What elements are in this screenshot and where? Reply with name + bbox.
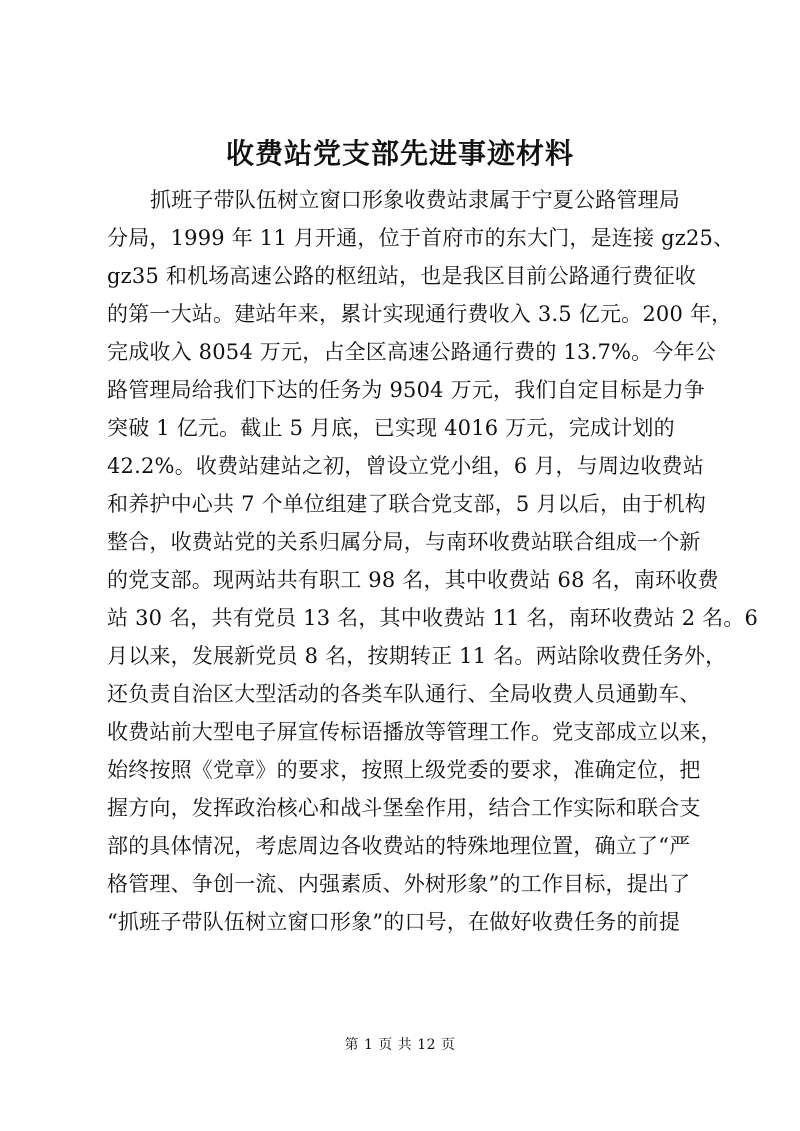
page-title: 收费站党支部先进事迹材料 bbox=[225, 137, 574, 170]
body-line: 抓班子带队伍树立窗口形象收费站隶属于宁夏公路管理局 bbox=[150, 188, 680, 212]
body-line: 收费站前大型电子屏宣传标语播放等管理工作。党支部成立以来， bbox=[107, 720, 722, 744]
body-line: 格管理、争创一流、内强素质、外树形象”的工作目标，提出了 bbox=[107, 872, 691, 896]
body-line: 分局，1999 年 11 月开通，位于首府市的东大门，是连接 gz25、 bbox=[107, 226, 735, 250]
body-line: gz35 和机场高速公路的枢纽站，也是我区目前公路通行费征收 bbox=[107, 264, 696, 288]
body-line: 完成收入 8054 万元，占全区高速公路通行费的 13.7%。今年公 bbox=[107, 340, 716, 364]
body-line: 路管理局给我们下达的任务为 9504 万元，我们自定目标是力争 bbox=[107, 378, 705, 402]
body-line: 握方向，发挥政治核心和战斗堡垒作用，结合工作实际和联合支 bbox=[107, 796, 701, 820]
body-line: 的第一大站。建站年来，累计实现通行费收入 3.5 亿元。200 年， bbox=[107, 302, 733, 326]
body-line: 始终按照《党章》的要求，按照上级党委的要求，准确定位，把 bbox=[107, 758, 701, 782]
page-footer: 第 1 页 共 12 页 bbox=[344, 1037, 456, 1053]
body-line: 月以来，发展新党员 8 名，按期转正 11 名。两站除收费任务外， bbox=[107, 644, 727, 668]
body-line: 突破 1 亿元。截止 5 月底，已实现 4016 万元，完成计划的 bbox=[107, 416, 675, 440]
body-line: 部的具体情况，考虑周边各收费站的特殊地理位置，确立了“严 bbox=[107, 834, 691, 858]
body-line: 站 30 名，共有党员 13 名，其中收费站 11 名，南环收费站 2 名。6 bbox=[107, 606, 759, 630]
body-line: 42.2%。收费站建站之初，曾设立党小组，6 月，与周边收费站 bbox=[107, 454, 704, 478]
body-line: “抓班子带队伍树立窗口形象”的口号，在做好收费任务的前提 bbox=[107, 910, 681, 934]
body-line: 和养护中心共 7 个单位组建了联合党支部，5 月以后，由于机构 bbox=[107, 492, 706, 516]
body-line: 整合，收费站党的关系归属分局，与南环收费站联合组成一个新 bbox=[107, 530, 701, 554]
body-line: 的党支部。现两站共有职工 98 名，其中收费站 68 名，南环收费 bbox=[107, 568, 719, 592]
body-line: 还负责自治区大型活动的各类车队通行、全局收费人员通勤车、 bbox=[107, 682, 701, 706]
